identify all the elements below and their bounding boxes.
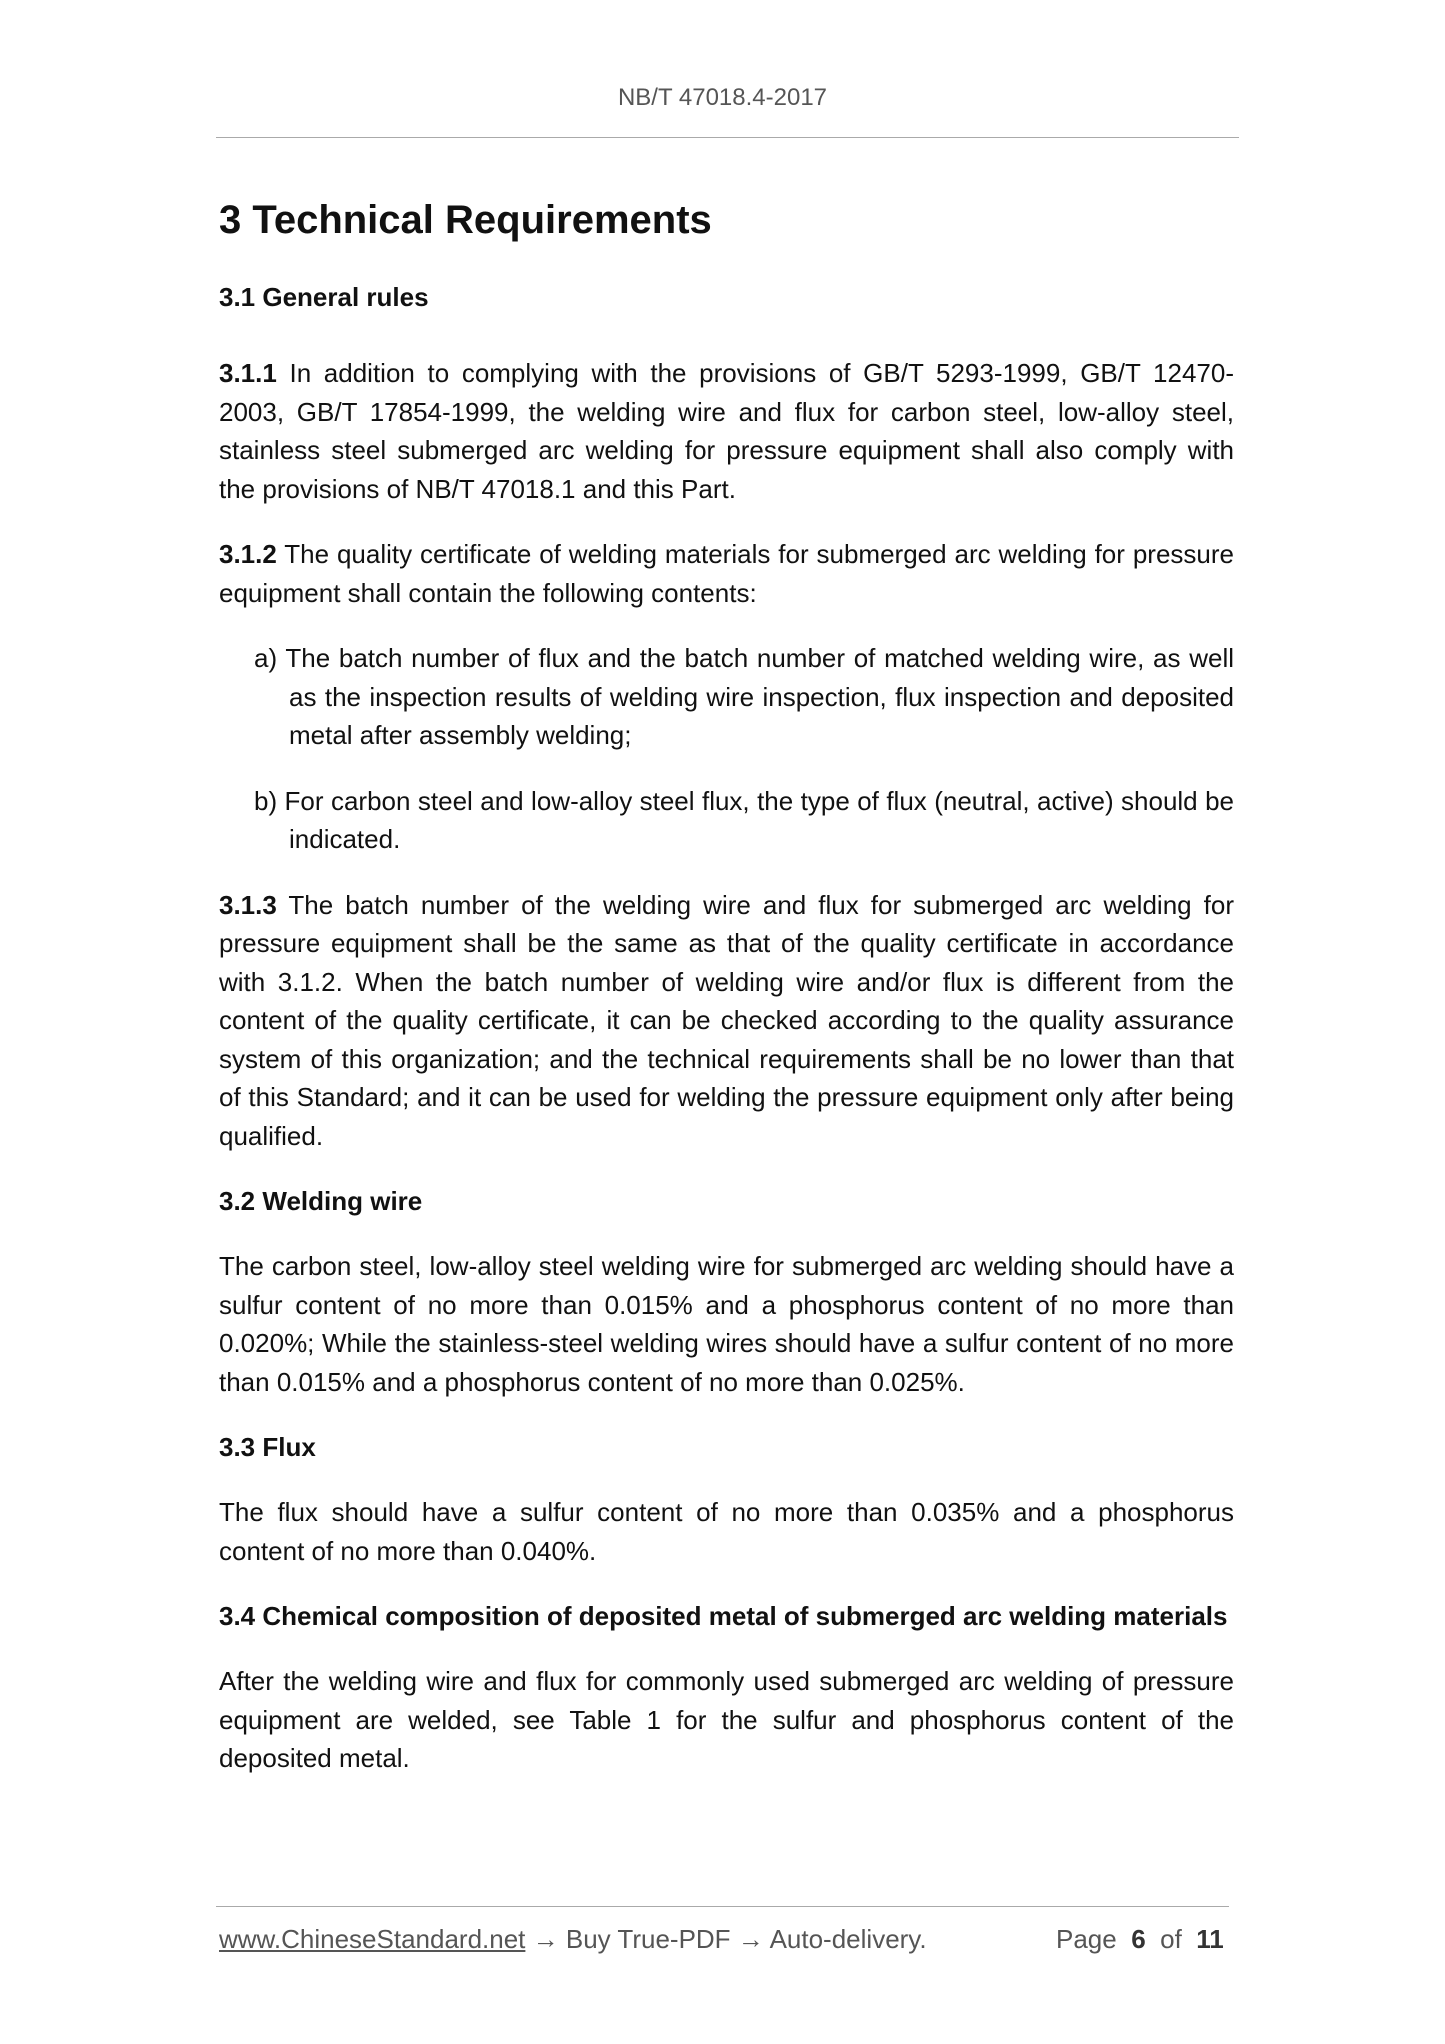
document-code-header: NB/T 47018.4-2017	[617, 84, 828, 111]
paragraph-3-2: The carbon steel, low-alloy steel welding wire for submerged arc welding should have a sulfur content of no more than 0.015% and a phosphorus content of no more than 0.020%; While the stainless-steel welding wires should have a sulfur content of no more than 0.015% and a phosphorus content of no more than 0.025%.	[219, 1251, 1234, 1397]
header-divider	[216, 137, 1239, 138]
footer-divider	[216, 1906, 1229, 1907]
heading-3-1: 3.1 General rules	[219, 282, 429, 312]
section-title: 3 Technical Requirements	[219, 198, 712, 242]
clause-number: 3.1.3	[219, 889, 277, 920]
clause-number: 3.1.1	[219, 358, 277, 388]
clause-text: The quality certificate of welding materials for submerged arc welding for pressure equipment shall contain the following contents:	[219, 539, 1234, 608]
website-link[interactable]: www.ChineseStandard.net	[219, 1924, 526, 1954]
list-item-a: a) The batch number of flux and the batch number of matched welding wire, as well as the inspection results of welding wire inspection, flux inspection and deposited metal after assembly welding;	[254, 643, 1234, 750]
page-number: 6	[1131, 1924, 1146, 1954]
footer-tagline: → Buy True-PDF → Auto-delivery.	[525, 1924, 927, 1954]
clause-text: In addition to complying with the provisions of GB/T 5293-1999, GB/T 12470-2003, GB/T 17854-1999, the welding wire and flux for carbon steel, low-alloy steel, stainless steel submerged arc welding for pressure equipment shall also comply with the provisions of NB/T 47018.1 and this Part.	[219, 358, 1234, 504]
clause-number: 3.1.2	[219, 539, 277, 569]
clause-text: The batch number of the welding wire and flux for submerged arc welding for pressure equipment shall be the same as that of the quality certificate in accordance with 3.1.2. When the batch number of welding wire and/or flux is different from the content of the quality certificate, it can be checked according to the quality assurance system of this organization; and the technical requirements shall be no lower than that of this Standard; and it can be used for welding the pressure equipment only after being qualified.	[219, 889, 1234, 1151]
paragraph-3-1-2	[219, 535, 1234, 612]
heading-3-3: 3.3 Flux	[219, 1432, 316, 1462]
heading-3-2: 3.2 Welding wire	[219, 1186, 423, 1216]
of-label: of	[1160, 1924, 1182, 1954]
heading-3-4: 3.4 Chemical composition of deposited metal of submerged arc welding materials	[219, 1601, 1228, 1631]
paragraph-3-3: The flux should have a sulfur content of no more than 0.035% and a phosphorus content of no more than 0.040%.	[219, 1497, 1234, 1566]
paragraph-3-1-1	[219, 354, 1234, 508]
page-total: 11	[1196, 1924, 1224, 1954]
paragraph-3-1-3	[219, 886, 1234, 1156]
list-item-b: b) For carbon steel and low-alloy steel flux, the type of flux (neutral, active) should be indicated.	[254, 785, 1234, 854]
page-label: Page	[1056, 1924, 1117, 1954]
page-indicator	[1056, 1924, 1224, 1955]
page-content	[219, 190, 1234, 1778]
paragraph-3-4: After the welding wire and flux for commonly used submerged arc welding of pressure equipment are welded, see Table 1 for the sulfur and phosphorus content of the deposited metal.	[219, 1666, 1234, 1773]
footer-promo	[219, 1924, 927, 1955]
